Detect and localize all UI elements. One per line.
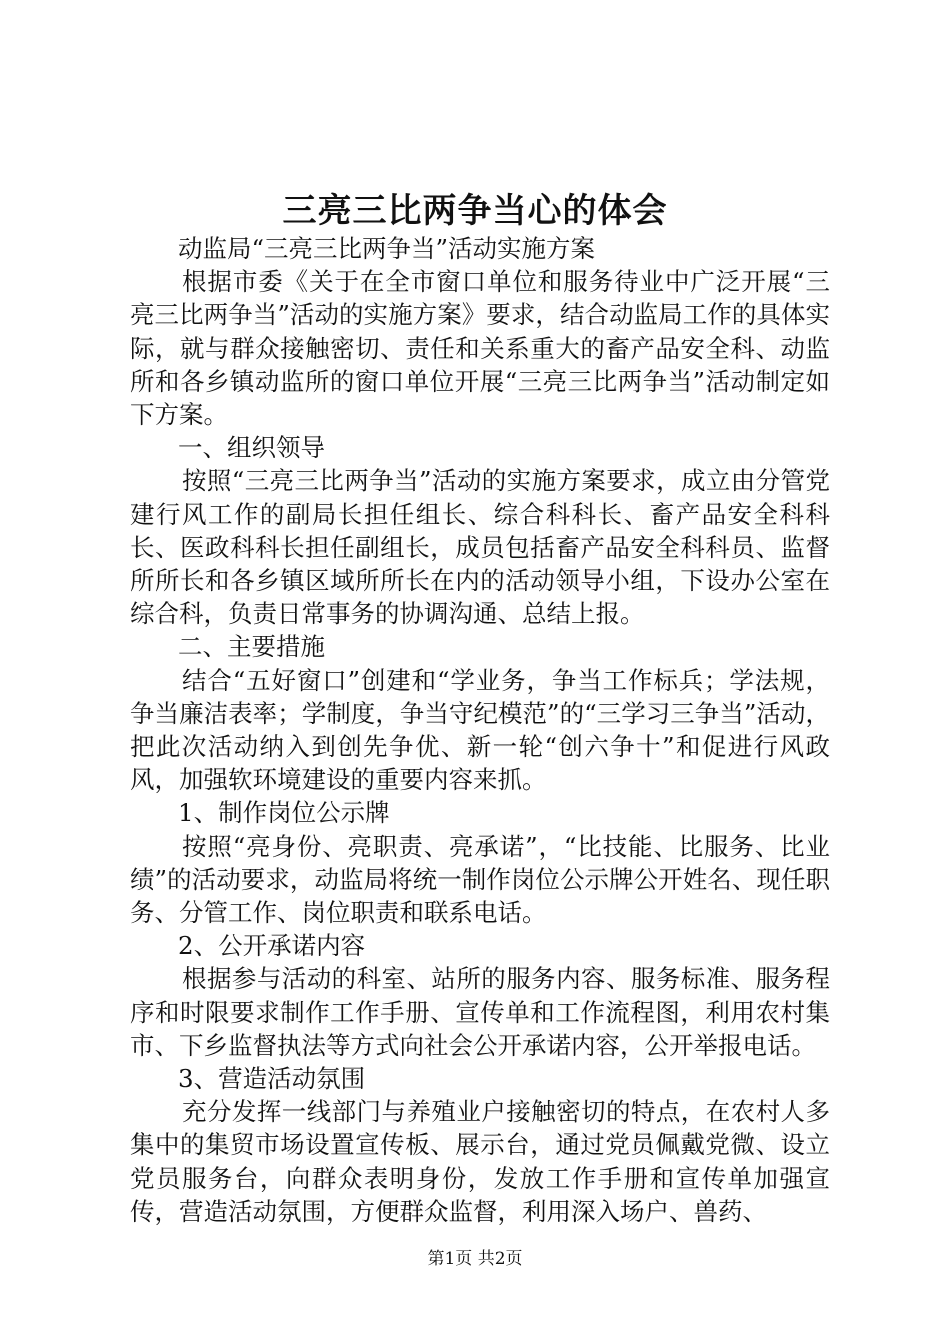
body-paragraph: 按照“亮身份、亮职责、亮承诺”，“比技能、比服务、比业绩”的活动要求，动监局将统一制作岗位公示牌公开姓名、现任职务、分管工作、岗位职责和联系电话。 <box>130 831 830 928</box>
body-paragraph: 按照“三亮三比两争当”活动的实施方案要求，成立由分管党建行风工作的副局长担任组长、综合科科长、畜产品安全科科长、医政科科长担任副组长，成员包括畜产品安全科科员、监督所所长和各乡镇区域所所长在内的活动领导小组，下设办公室在综合科，负责日常事务的协调沟通、总结上报。 <box>130 466 830 629</box>
document-title: 三亮三比两争当心的体会 <box>282 191 668 231</box>
body-paragraph: 根据参与活动的科室、站所的服务内容、服务标准、服务程序和时限要求制作工作手册、宣传单和工作流程图，利用农村集市、下乡监督执法等方式向社会公开承诺内容，公开举报电话。 <box>130 964 830 1060</box>
body-paragraph: 根据市委《关于在全市窗口单位和服务待业中广泛开展“三亮三比两争当”活动的实施方案》要求，结合动监局工作的具体实际，就与群众接触密切、责任和关系重大的畜产品安全科、动监所和各乡镇动监所的窗口单位开展“三亮三比两争当”活动制定如下方案。 <box>130 267 830 430</box>
section-heading: 动监局“三亮三比两争当”活动实施方案 <box>178 234 596 263</box>
body-paragraph: 充分发挥一线部门与养殖业户接触密切的特点，在农村人多集中的集贸市场设置宣传板、展示台，通过党员佩戴党微、设立党员服务台，向群众表明身份，发放工作手册和宣传单加强宣传，营造活动氛围，方便群众监督，利用深入场户、兽药、 <box>130 1097 830 1226</box>
section-heading: 2、公开承诺内容 <box>178 931 366 961</box>
section-heading: 1、制作岗位公示牌 <box>178 798 390 828</box>
page-footer: 第1页 共2页 <box>427 1249 523 1269</box>
section-heading: 二、主要措施 <box>178 632 325 662</box>
document-body <box>130 232 830 1228</box>
body-paragraph: 结合“五好窗口”创建和“学业务，争当工作标兵；学法规，争当廉洁表率；学制度，争当守纪模范”的“三学习三争当”活动，把此次活动纳入到创先争优、新一轮“创六争十”和促进行风政风，加强软环境建设的重要内容来抓。 <box>130 665 830 795</box>
section-heading: 3、营造活动氛围 <box>178 1064 366 1094</box>
section-heading: 一、组织领导 <box>178 433 325 463</box>
